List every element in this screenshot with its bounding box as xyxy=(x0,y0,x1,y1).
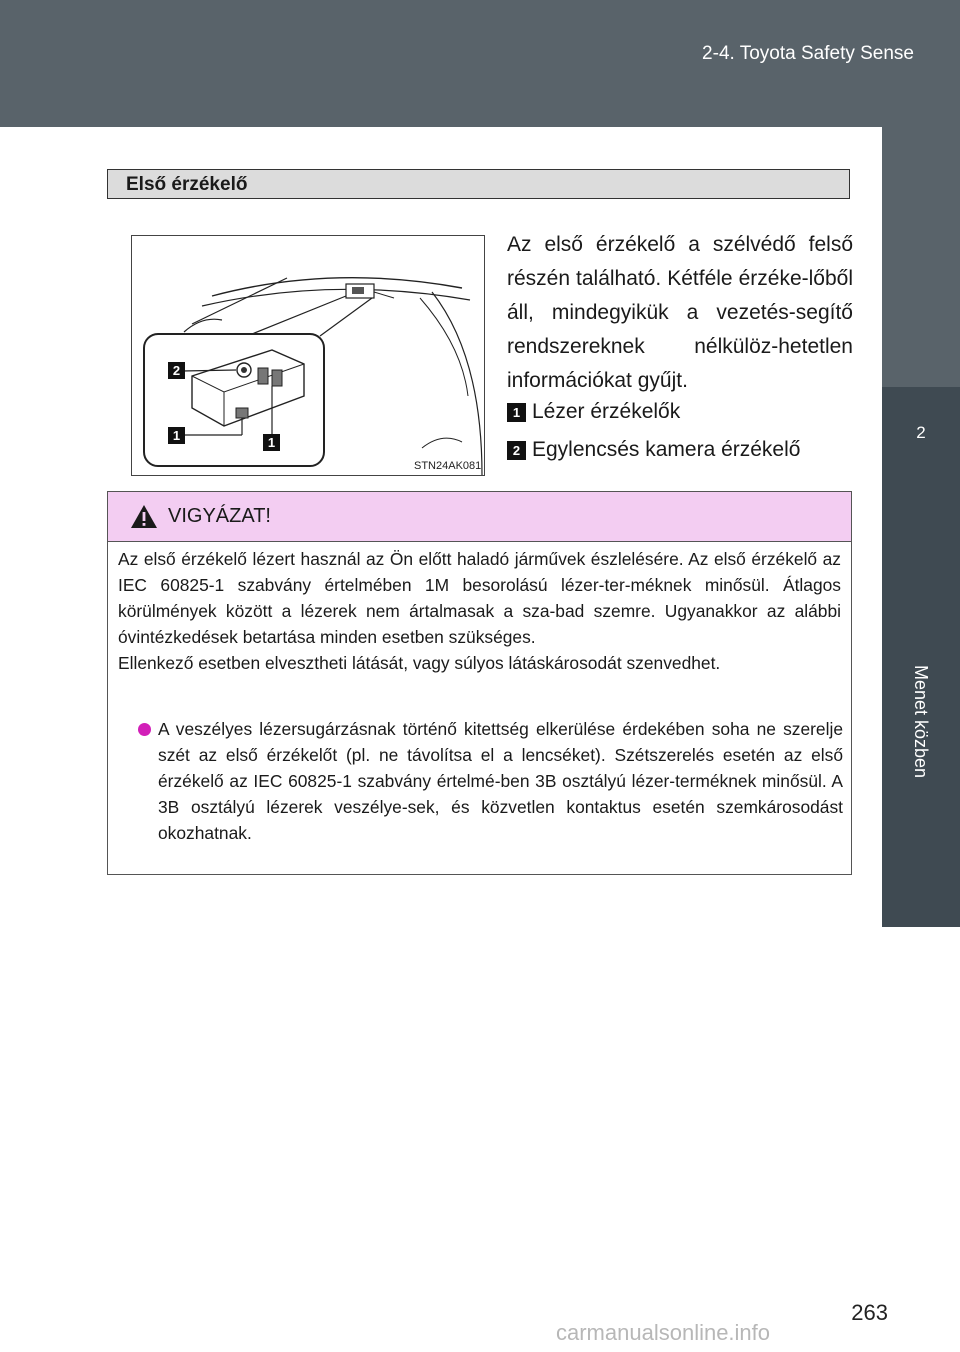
warning-triangle-icon xyxy=(130,504,158,529)
bullet-dot-icon xyxy=(138,723,151,736)
chapter-title: Menet közben xyxy=(911,665,931,779)
section-heading xyxy=(107,169,850,199)
chapter-tab xyxy=(882,127,960,1352)
watermark: carmanualsonline.info xyxy=(556,1320,771,1345)
legend-badge: 1 xyxy=(507,403,526,422)
legend-item xyxy=(507,400,853,424)
chapter-tab-top xyxy=(882,127,960,387)
windshield-illustration xyxy=(132,236,484,475)
legend-item xyxy=(507,438,853,462)
callout-2: 2 xyxy=(172,363,181,378)
sensor-figure xyxy=(131,235,485,476)
chapter-number: 2 xyxy=(916,423,926,442)
warning-paragraph: Az első érzékelő lézert használ az Ön előtt haladó járművek észlelésére. Az első érzékelő az IEC 60825-1 szabvány értelmében 1M besorolású lézer-ter-méknek minősül. Átlagos körülmények között a lézerek nem ártalmasak a sza-bad szemre. Ugyanakkor az alábbi óvintézkedések betartása minden esetben szükséges. xyxy=(118,549,841,647)
page-number: 263 xyxy=(851,1300,888,1325)
section-title: 2-4. Toyota Safety Sense xyxy=(702,43,914,64)
intro-paragraph: Az első érzékelő a szélvédő felső részén található. Kétféle érzéke-lőből áll, mindegyikük a vezetés-segítő rendszereknek nélkülöz-hetetlen információkat gyűjt. xyxy=(507,233,853,392)
warning-label: VIGYÁZAT! xyxy=(168,505,271,527)
header-band xyxy=(0,0,960,127)
legend-label: Lézer érzékelők xyxy=(532,400,681,423)
warning-bullet-text: A veszélyes lézersugárzásnak történő kitettség elkerülése érdekében soha ne szerelje szét az első érzékelőt (pl. ne távolítsa el a lencséket). Szétszerelés esetén az első érzékelő az IEC 60825-1 szabvány értelmé-ben 3B osztályú lézer-terméknek minősül. A 3B osztályú lézerek veszélye-sek, és közvetlen kontaktus esetén szemkárosodást okozhatnak. xyxy=(158,719,843,843)
figure-code: STN24AK081 xyxy=(414,460,482,472)
section-heading-title: Első érzékelő xyxy=(126,174,248,195)
warning-box xyxy=(107,491,852,875)
warning-bullet xyxy=(138,716,843,846)
warning-body xyxy=(118,546,841,676)
warning-paragraph-2: Ellenkező esetben elvesztheti látását, vagy súlyos látáskárosodát szenvedhet. xyxy=(118,653,721,673)
callout-1-right: 1 xyxy=(267,435,276,450)
callout-1-left: 1 xyxy=(172,428,181,443)
warning-header xyxy=(108,492,851,542)
legend-label: Egylencsés kamera érzékelő xyxy=(532,438,801,461)
legend-badge: 2 xyxy=(507,441,526,460)
